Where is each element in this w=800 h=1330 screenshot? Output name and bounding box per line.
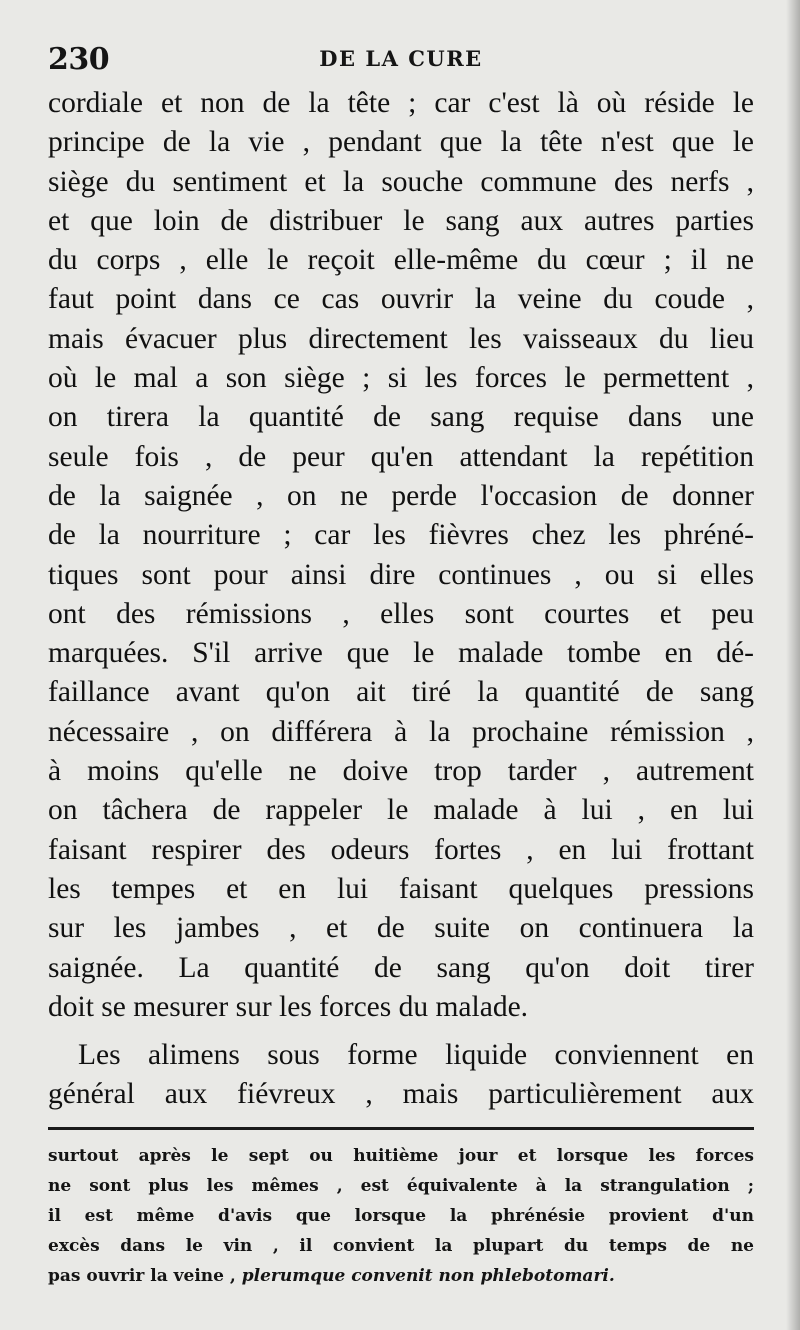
text-line: Les alimens sous forme liquide conviennent en	[78, 1039, 754, 1071]
text-line: les tempes et en lui faisant quelques pressions	[48, 872, 754, 905]
text-line: faut point dans ce cas ouvrir la veine du coude ,	[48, 283, 754, 316]
text-line: doit se mesurer sur les forces du malade.	[48, 990, 529, 1023]
text-line: ont des rémissions , elles sont courtes et peu	[48, 597, 754, 630]
text-line: général aux fiévreux , mais particulièrement aux	[48, 1078, 754, 1111]
running-head: DE LA CURE	[319, 46, 483, 71]
text-line: faillance avant qu'on ait tiré la quantité de sang	[48, 676, 754, 709]
footnote	[48, 1141, 754, 1291]
text-line: où le mal a son siège ; si les forces le permettent ,	[48, 362, 754, 395]
text-line: nécessaire , on différera à la prochaine rémission ,	[48, 715, 754, 748]
text-line: de la saignée , on ne perde l'occasion de donner	[48, 479, 754, 512]
text-line: faisant respirer des odeurs fortes , en lui frottant	[48, 833, 754, 866]
text-line: principe de la vie , pendant que la tête n'est que le	[48, 126, 754, 159]
text-line: on tirera la quantité de sang requise dans une	[48, 401, 754, 434]
footnote-text: pas ouvrir la veine ,	[48, 1266, 236, 1286]
text-line: seule fois , de peur qu'en attendant la repétition	[48, 440, 754, 473]
footnote-line: excès dans le vin , il convient la plupart du temps de ne	[48, 1236, 754, 1256]
text-line: on tâchera de rappeler le malade à lui , en lui	[48, 794, 754, 827]
text-line: et que loin de distribuer le sang aux autres parties	[48, 204, 754, 237]
page-number: 230	[48, 42, 110, 77]
text-line: à moins qu'elle ne doive trop tarder , autrement	[48, 755, 754, 788]
text-line: siège du sentiment et la souche commune des nerfs ,	[48, 165, 754, 198]
footnote-latin-quote: plerumque convenit non phlebotomari.	[241, 1266, 615, 1286]
footnote-line: ne sont plus les mêmes , est équivalente à la strangulation ;	[48, 1176, 754, 1196]
text-line: cordiale et non de la tête ; car c'est là où réside le	[48, 87, 754, 119]
text-line: marquées. S'il arrive que le malade tombe en dé-	[48, 637, 754, 670]
text-line: tiques sont pour ainsi dire continues , ou si elles	[48, 558, 754, 591]
footnote-line	[48, 1261, 754, 1291]
page-header	[48, 38, 754, 82]
paragraph-2	[48, 1036, 754, 1115]
text-line: sur les jambes , et de suite on continuera la	[48, 912, 754, 945]
text-line: saignée. La quantité de sang qu'on doit tirer	[48, 951, 754, 984]
footnote-line: il est même d'avis que lorsque la phrénésie provient d'un	[48, 1206, 754, 1226]
text-line: mais évacuer plus directement les vaisseaux du lieu	[48, 322, 754, 355]
footnote-rule	[48, 1127, 754, 1130]
text-line: de la nourriture ; car les fièvres chez les phréné-	[48, 519, 754, 552]
paragraph-1	[48, 84, 754, 1027]
footnote-line: surtout après le sept ou huitième jour et lorsque les forces	[48, 1146, 754, 1166]
text-line: du corps , elle le reçoit elle-même du cœur ; il ne	[48, 244, 754, 277]
